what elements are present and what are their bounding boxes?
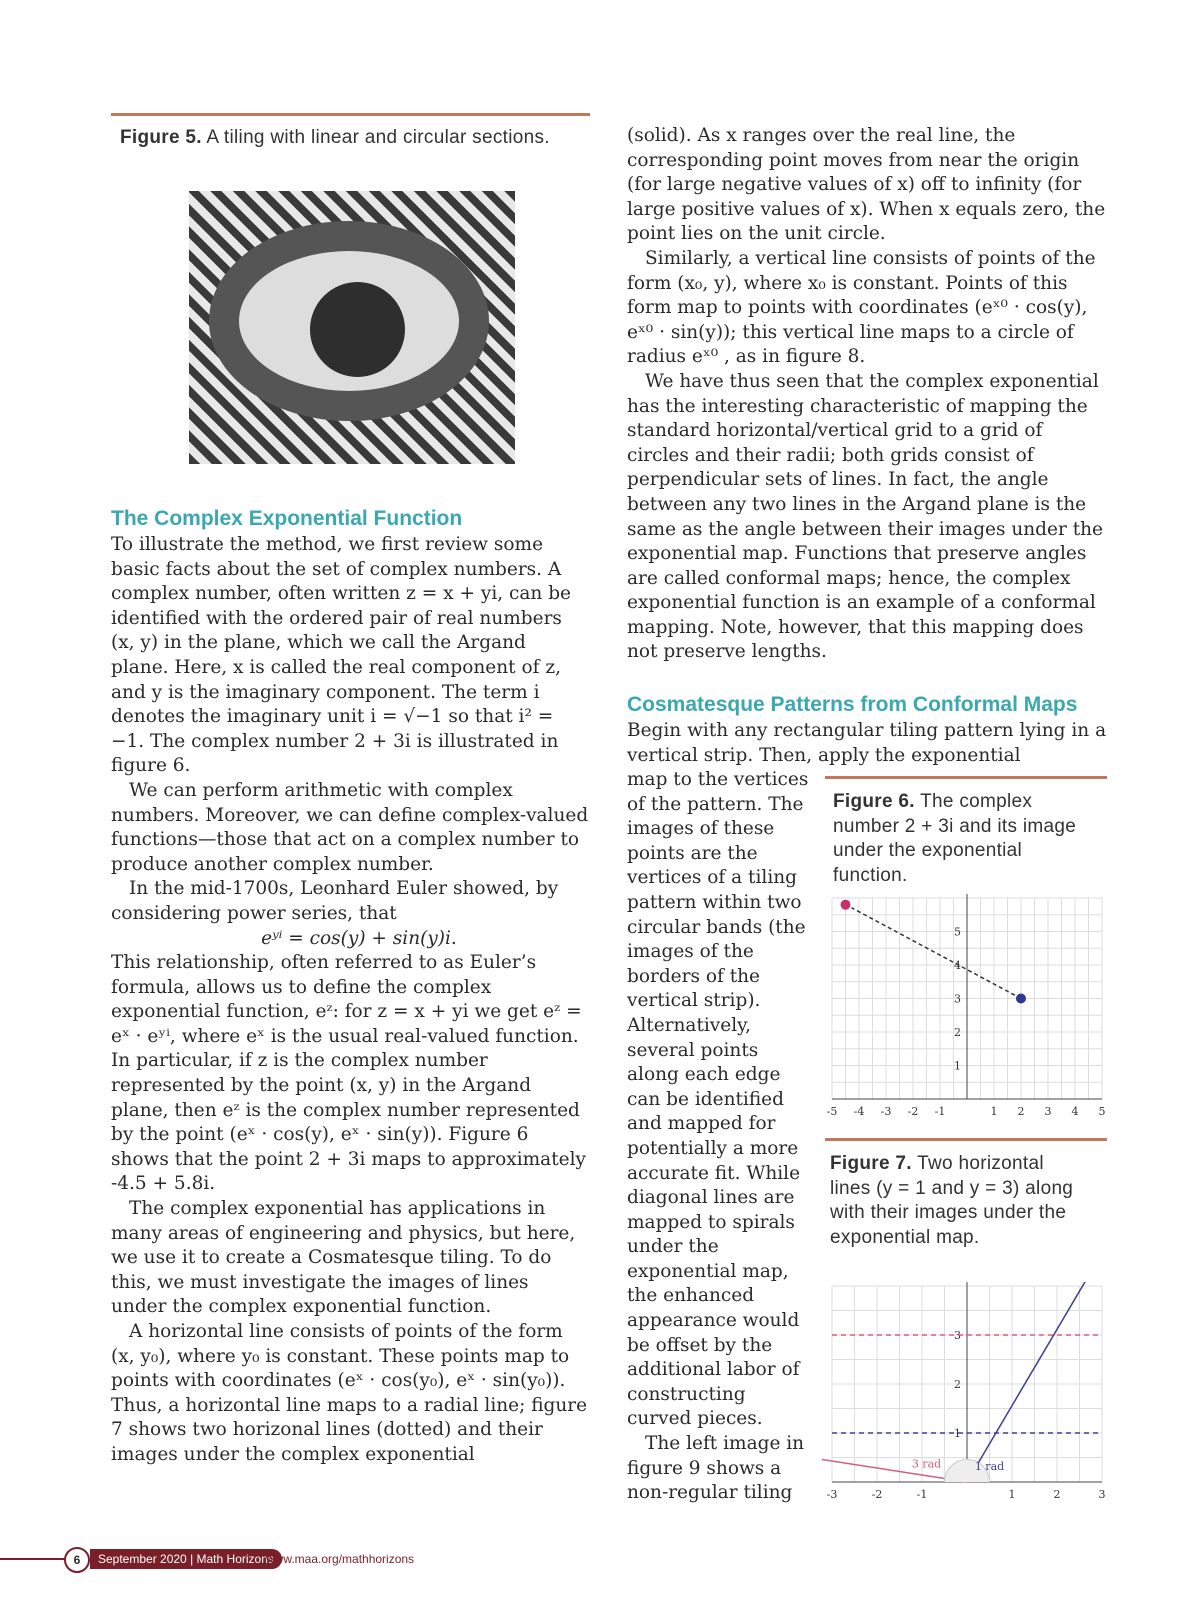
paragraph: This relationship, often referred to as Euler’s formula, allows us to define the complex exponential function, eᶻ: for z = x + yi we get eᶻ = eˣ · eʸⁱ, where eˣ is the usual real-valued function. In particular, if z is the complex number represented by the point (x, y) in the Argand plane, then eᶻ is the complex number represented by the point (eˣ · cos(y), eˣ · sin(y)). Figure 6 shows that the point 2 + 3i maps to approximately -4.5 + 5.8i. — [111, 952, 586, 1195]
issue-label: September 2020 | Math Horizons — [90, 1549, 282, 1569]
y-tick-label: 5 — [954, 925, 961, 939]
section-heading-complex-exponential: The Complex Exponential Function — [111, 507, 463, 530]
paragraph: To illustrate the method, we first review some basic facts about the set of complex numbers. A complex number, often written z = x + yi, can be identified with the ordered pair of real numbers (x, y) in the plane, which we call the Argand plane. Here, x is called the real component of z, and y is the imaginary component. The term i denotes the imaginary unit i = √−1 so that i² = −1. The complex number 2 + 3i is illustrated in figure 6. — [111, 534, 571, 777]
section-heading-cosmatesque: Cosmatesque Patterns from Conformal Maps — [627, 693, 1078, 716]
caption-text: A tiling with linear and circular sections. — [206, 127, 550, 148]
paragraph: Begin with any rectangular tiling pattern lying in a vertical strip. Then, apply the exponential — [627, 720, 1107, 766]
x-tick-label: -2 — [871, 1488, 883, 1501]
figure7-caption — [830, 1152, 1085, 1250]
right-column-body — [627, 124, 1107, 665]
x-tick-label: 1 — [990, 1105, 998, 1118]
x-tick-label: -1 — [934, 1105, 946, 1118]
section2-narrow-column — [627, 768, 815, 1506]
x-tick-label: 3 — [1098, 1488, 1106, 1501]
x-tick-label: -2 — [907, 1105, 919, 1118]
paragraph: A horizontal line consists of points of the form (x, y₀), where y₀ is constant. These points map to points with coordinates (eˣ · cos(y₀), eˣ · sin(y₀)). Thus, a horizontal line maps to a radial line; figure 7 shows two horizonal lines (dotted) and their images under the complex exponential — [111, 1321, 588, 1465]
paragraph: Similarly, a vertical line consists of points of the form (x₀, y), where x₀ is constant. Points of this form map to points with coordinates (eˣ⁰ · cos(y), eˣ⁰ · sin(y)); this vertical line maps to a circle of radius eˣ⁰ , as in figure 8. — [627, 247, 1096, 368]
x-tick-label: 1 — [1008, 1488, 1016, 1501]
left-column-body — [111, 533, 589, 1468]
data-point-z — [1016, 994, 1026, 1004]
figure6-rule — [825, 776, 1107, 779]
figure6-chart — [822, 894, 1112, 1129]
x-tick-label: 2 — [1053, 1488, 1061, 1501]
footer — [0, 1547, 420, 1571]
y-tick-label: 4 — [954, 959, 961, 972]
image-ray — [822, 1413, 967, 1482]
y-tick-label: 3 — [954, 1329, 961, 1342]
footer-url[interactable]: www.maa.org/mathhorizons — [266, 1552, 415, 1566]
paragraph: We have thus seen that the complex exponential has the interesting characteristic of mapping the standard horizontal/vertical grid to a grid of circles and their radii; both grids consist of perpendicular sets of lines. In fact, the angle between any two lines in the Argand plane is the same as the angle between their images under the exponential map. Functions that preserve angles are called conformal maps; hence, the complex exponential function is an example of a conformal mapping. Note, however, that this mapping does not preserve lengths. — [627, 370, 1103, 663]
figure5-rule — [111, 113, 590, 116]
figure-label: Figure 7. — [830, 1153, 912, 1174]
y-tick-label: 1 — [954, 1059, 961, 1073]
image-ray — [967, 1282, 1112, 1482]
x-tick-label: 3 — [1044, 1105, 1052, 1118]
figure6-caption — [833, 790, 1083, 888]
x-tick-label: 5 — [1098, 1105, 1106, 1118]
x-tick-label: -5 — [826, 1105, 838, 1118]
section2-intro — [627, 719, 1107, 768]
x-tick-label: -3 — [826, 1488, 838, 1501]
y-tick-label: 1 — [954, 1427, 961, 1440]
figure7-rule — [825, 1138, 1107, 1141]
x-tick-label: -1 — [916, 1488, 928, 1501]
euler-equation: eʸⁱ = cos(y) + sin(y)i. — [261, 927, 457, 949]
figure-label: Figure 5. — [120, 127, 202, 148]
caption-text: The complex number 2 + 3i and its image under the exponential function. — [833, 791, 1077, 886]
caption-text: Two horizontal lines (y = 1 and y = 3) along with their images under the exponential map. — [830, 1153, 1074, 1248]
data-point-exp(z) — [841, 900, 851, 910]
paragraph: The left image in figure 9 shows a non-regular tiling — [627, 1433, 805, 1504]
y-tick-label: 3 — [954, 992, 961, 1006]
x-tick-label: -4 — [853, 1105, 865, 1118]
annotation-1rad: 1 rad — [974, 1459, 1005, 1473]
paragraph: In the mid-1700s, Leonhard Euler showed, by considering power series, that — [111, 878, 559, 924]
x-tick-label: 4 — [1071, 1105, 1079, 1118]
y-tick-label: 2 — [954, 1026, 961, 1039]
x-tick-label: -3 — [880, 1105, 892, 1118]
mapping-arrow — [852, 908, 1022, 999]
y-tick-label: 2 — [954, 1378, 961, 1391]
paragraph: We can perform arithmetic with complex numbers. Moreover, we can define complex-valued functions—those that act on a complex number to produce another complex number. — [111, 779, 589, 875]
x-tick-label: 2 — [1017, 1105, 1025, 1118]
paragraph: (solid). As x ranges over the real line, the corresponding point moves from near the origin (for large negative values of x) off to infinity (for large positive values of x). When x equals zero, the point lies on the unit circle. — [627, 125, 1106, 245]
paragraph: map to the vertices of the pattern. The images of these points are the vertices of a tiling pattern within two circular bands (the images of the borders of the vertical strip). Alternatively, several points along each edge can be identified and mapped for potentially a more accurate fit. While diagonal lines are mapped to spirals under the exponential map, the enhanced appearance would be offset by the additional labor of constructing curved pieces. — [627, 769, 809, 1430]
figure-label: Figure 6. — [833, 791, 915, 812]
page-number: 6 — [64, 1547, 90, 1573]
paragraph: The complex exponential has applications in many areas of engineering and physics, but here, we use it to create a Cosmatesque tiling. To do this, we must investigate the images of lines under the complex exponential function. — [111, 1198, 576, 1318]
annotation-3rad: 3 rad — [911, 1457, 942, 1471]
figure5-caption — [120, 126, 560, 151]
figure7-chart — [822, 1282, 1112, 1507]
figure5-tiling-photo — [189, 191, 515, 464]
